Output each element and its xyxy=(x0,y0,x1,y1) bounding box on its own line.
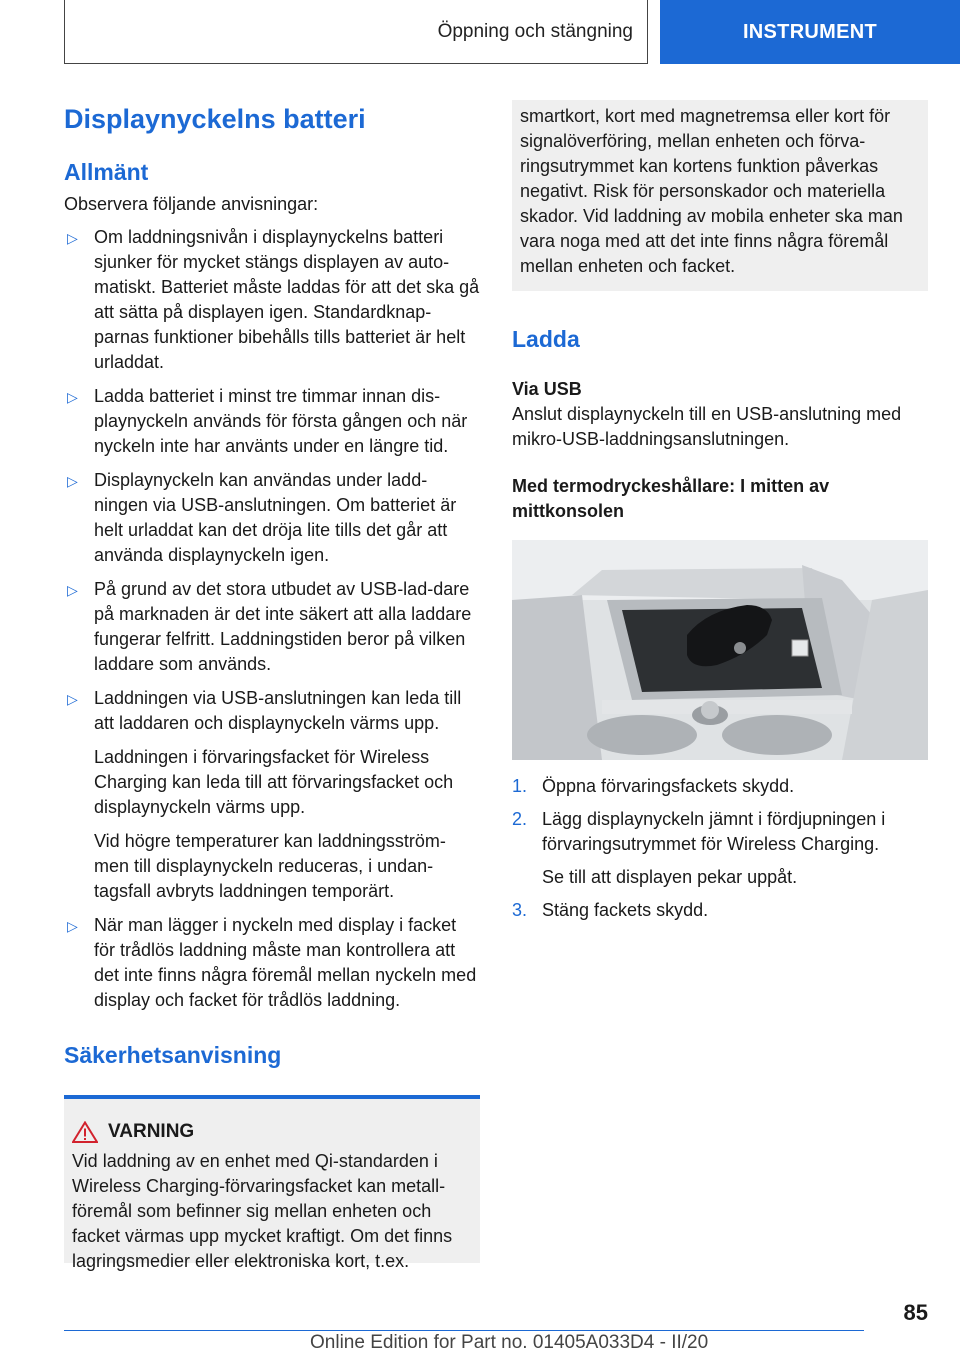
usb-heading: Via USB xyxy=(512,379,582,399)
header-tab-label: INSTRUMENT xyxy=(742,20,878,43)
warning-box-continued xyxy=(512,100,928,291)
list-item-subtext: Vid högre temperaturer kan laddningsström-men till displaynyckeln reduceras, i undan-tagsfall avbryts laddningen temporärt. xyxy=(94,831,446,901)
list-item-text: Laddningen via USB-anslutningen kan leda till att laddaren och displaynyckeln värms upp. xyxy=(94,688,462,733)
bullet-triangle-icon: ▷ xyxy=(67,582,78,598)
footer-divider xyxy=(64,1330,864,1331)
list-item xyxy=(64,384,480,459)
header-chapter-tab[interactable] xyxy=(660,0,960,64)
list-item xyxy=(64,686,480,904)
header-section-label: Öppning och stängning xyxy=(437,20,633,42)
list-item xyxy=(64,913,480,1013)
step-number: 3. xyxy=(512,900,528,920)
list-item-subtext: Laddningen i förvaringsfacket för Wireless Charging kan leda till att förvaringsfacket och displaynyckeln värms upp. xyxy=(94,747,454,817)
bullet-triangle-icon: ▷ xyxy=(67,918,78,934)
bullet-triangle-icon: ▷ xyxy=(67,691,78,707)
right-column xyxy=(512,100,928,931)
instructions-list xyxy=(64,225,480,1013)
warning-title xyxy=(72,1121,470,1143)
list-item xyxy=(512,774,928,799)
list-item xyxy=(512,807,928,890)
list-item xyxy=(64,577,480,677)
steps-list xyxy=(512,774,928,923)
step-subtext: Se till att displayen pekar uppåt. xyxy=(542,867,798,887)
warning-triangle-icon xyxy=(72,1121,98,1143)
center-console-photo xyxy=(512,540,928,760)
list-item-text: Ladda batteriet i minst tre timmar innan dis-playnyckeln används för första gången och när nyckeln inte har använts under en längre tid. xyxy=(94,386,468,456)
list-item-text: Displaynyckeln kan användas under ladd-ningen via USB-anslutningen. Om batteriet är helt urladdat kan det dröja lite tills det går att använda displaynyckeln igen. xyxy=(94,470,457,565)
step-text: Stäng fackets skydd. xyxy=(542,900,709,920)
bullet-triangle-icon: ▷ xyxy=(67,389,78,405)
list-item xyxy=(512,898,928,923)
warning-title-text: VARNING xyxy=(108,1121,195,1142)
usb-text: Anslut displaynyckeln till en USB-anslutning med mikro-USB-laddningsanslutningen. xyxy=(512,404,902,449)
list-item xyxy=(64,468,480,568)
list-item-text: När man lägger i nyckeln med display i facket för trådlös laddning måste man kontrollera att det inte finns några föremål mellan nyckeln med display och facket för trådlös laddning. xyxy=(94,915,477,1010)
step-text: Öppna förvaringsfackets skydd. xyxy=(542,776,795,796)
page-number: 85 xyxy=(903,1300,928,1325)
warning-text-continued: smartkort, kort med magnetremsa eller kort för signalöverföring, mellan enheten och förva-ringsutrymmet kan kortens funktion påverkas negativt. Risk för personskador och materiella skador. Vid laddning av mobila enheter ska man vara noga med att det inte finns några föremål mellan enheten och facket. xyxy=(520,106,903,276)
bullet-triangle-icon: ▷ xyxy=(67,473,78,489)
general-heading: Allmänt xyxy=(64,159,149,185)
charge-heading: Ladda xyxy=(512,326,580,352)
intro-text: Observera följande anvisningar: xyxy=(64,194,319,214)
list-item-text: Om laddningsnivån i displaynyckelns batteri sjunker för mycket stängs displayen av auto-matiskt. Batteriet måste laddas för att det ska gå att sätta på displayen igen. Standardknap-parnas funktioner bibehålls tills batteriet är helt urladdat. xyxy=(94,227,480,372)
warning-text: Vid laddning av en enhet med Qi-standarden i Wireless Charging-förvaringsfacket kan metall-föremål som befinner sig mellan enheten och facket värmas upp mycket kraftigt. Om det finns lagringsmedier eller elektroniska kort, t.ex. xyxy=(72,1151,453,1271)
holder-heading: Med termodryckeshållare: I mitten av mittkonsolen xyxy=(512,476,830,521)
warning-box xyxy=(64,1095,480,1271)
page-title: Displaynyckelns batteri xyxy=(64,104,366,134)
footer-edition: Online Edition for Part no. 01405A033D4 - II/20 xyxy=(310,1332,709,1353)
step-text: Lägg displaynyckeln jämnt i fördjupningen i förvaringsutrymmet för Wireless Charging. xyxy=(542,809,886,854)
header-section-title xyxy=(64,0,648,64)
left-column xyxy=(64,100,480,1271)
step-number: 2. xyxy=(512,809,528,829)
safety-heading: Säkerhetsanvisning xyxy=(64,1042,282,1068)
step-number: 1. xyxy=(512,776,528,796)
bullet-triangle-icon: ▷ xyxy=(67,230,78,246)
list-item xyxy=(64,225,480,375)
list-item-text: På grund av det stora utbudet av USB-lad-dare på marknaden är det inte säkert att alla laddare fungerar felfritt. Laddningstiden beror på vilken laddare som används. xyxy=(94,579,472,674)
